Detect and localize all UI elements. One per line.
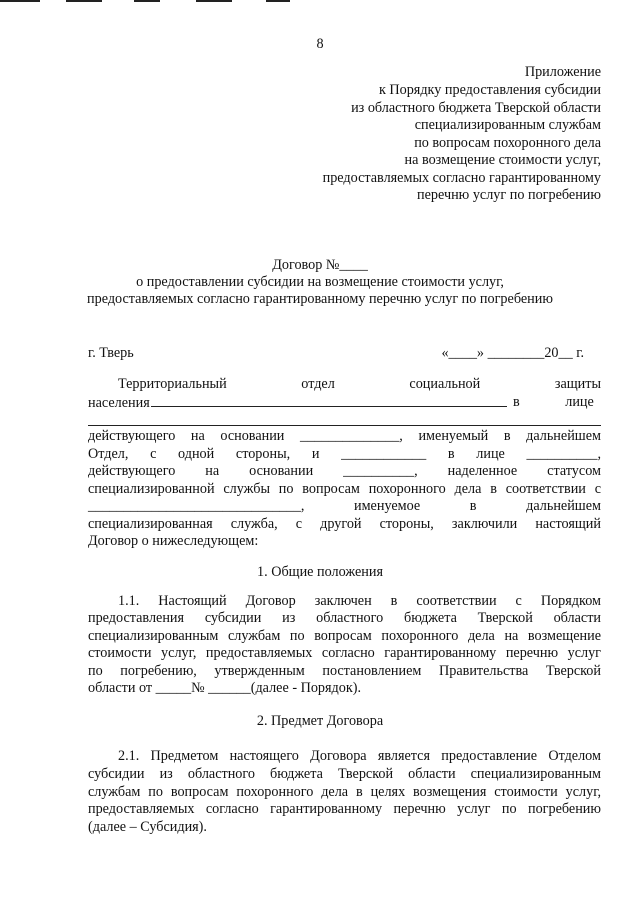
- section-line: стоимости услуг, предоставляемых согласно гарантированному перечню услуг: [88, 645, 601, 661]
- page-number: 8: [316, 36, 324, 52]
- section-heading: 1. Общие положения: [257, 564, 383, 580]
- date-blank: «____» ________20__ г.: [441, 345, 584, 361]
- section-line: службам по вопросам похоронного дела в целях возмещения стоимости услуг,: [88, 784, 601, 800]
- title-line: о предоставлении субсидии на возмещение стоимости услуг,: [136, 274, 504, 290]
- appendix-line: по вопросам похоронного дела: [414, 135, 601, 151]
- section-line: по погребению, утвержденным постановлением Правительства Тверской: [88, 663, 601, 679]
- preamble-line: действующего на основании ______________, именуемый в дальнейшем: [88, 428, 601, 444]
- section-line: 1.1. Настоящий Договор заключен в соответствии с Порядком: [118, 593, 601, 609]
- appendix-line: на возмещение стоимости услуг,: [404, 152, 601, 168]
- appendix-line: к Порядку предоставления субсидии: [378, 82, 601, 98]
- preamble-line: населения в лице: [88, 394, 594, 411]
- preamble-line: специализированной службы по вопросам похоронного дела в соответствии с: [88, 481, 601, 497]
- place: г. Тверь: [88, 345, 134, 361]
- preamble-line: действующего на основании __________, наделенное статусом: [88, 463, 601, 479]
- section-line: предоставления субсидии из областного бюджета Тверской области: [88, 610, 601, 626]
- section-line: 2.1. Предметом настоящего Договора является предоставление Отделом: [118, 748, 601, 764]
- appendix-line: из областного бюджета Тверской области: [351, 100, 601, 116]
- title-line: предоставляемых согласно гарантированному перечню услуг по погребению: [87, 291, 553, 307]
- appendix-line: Приложение: [524, 64, 601, 80]
- preamble-line: Территориальный отдел социальной защиты: [118, 376, 601, 392]
- preamble-line: специализированная служба, с другой стороны, заключили настоящий: [88, 516, 601, 532]
- section-heading: 2. Предмет Договора: [256, 713, 384, 729]
- appendix-line: специализированным службам: [414, 117, 601, 133]
- preamble-line: Отдел, с одной стороны, и ____________ в лице __________,: [88, 446, 601, 462]
- preamble-line: Договор о нижеследующем:: [88, 533, 259, 549]
- scan-artifact: [0, 0, 640, 4]
- section-line: субсидии из областного бюджета Тверской области специализированным: [88, 766, 601, 782]
- section-line: (далее – Субсидия).: [88, 819, 207, 835]
- section-line: области от _____№ ______(далее - Порядок).: [88, 680, 362, 696]
- preamble-line: ______________________________, именуемое в дальнейшем: [88, 498, 601, 514]
- section-line: предоставляемых согласно гарантированному перечню услуг по погребению: [88, 801, 601, 817]
- appendix-line: перечню услуг по погребению: [417, 187, 601, 203]
- title-line: Договор №____: [272, 257, 368, 273]
- appendix-line: предоставляемых согласно гарантированному: [322, 170, 601, 186]
- section-line: специализированным службам по вопросам похоронного дела на возмещение: [88, 628, 601, 644]
- preamble-blank-line: [88, 412, 601, 426]
